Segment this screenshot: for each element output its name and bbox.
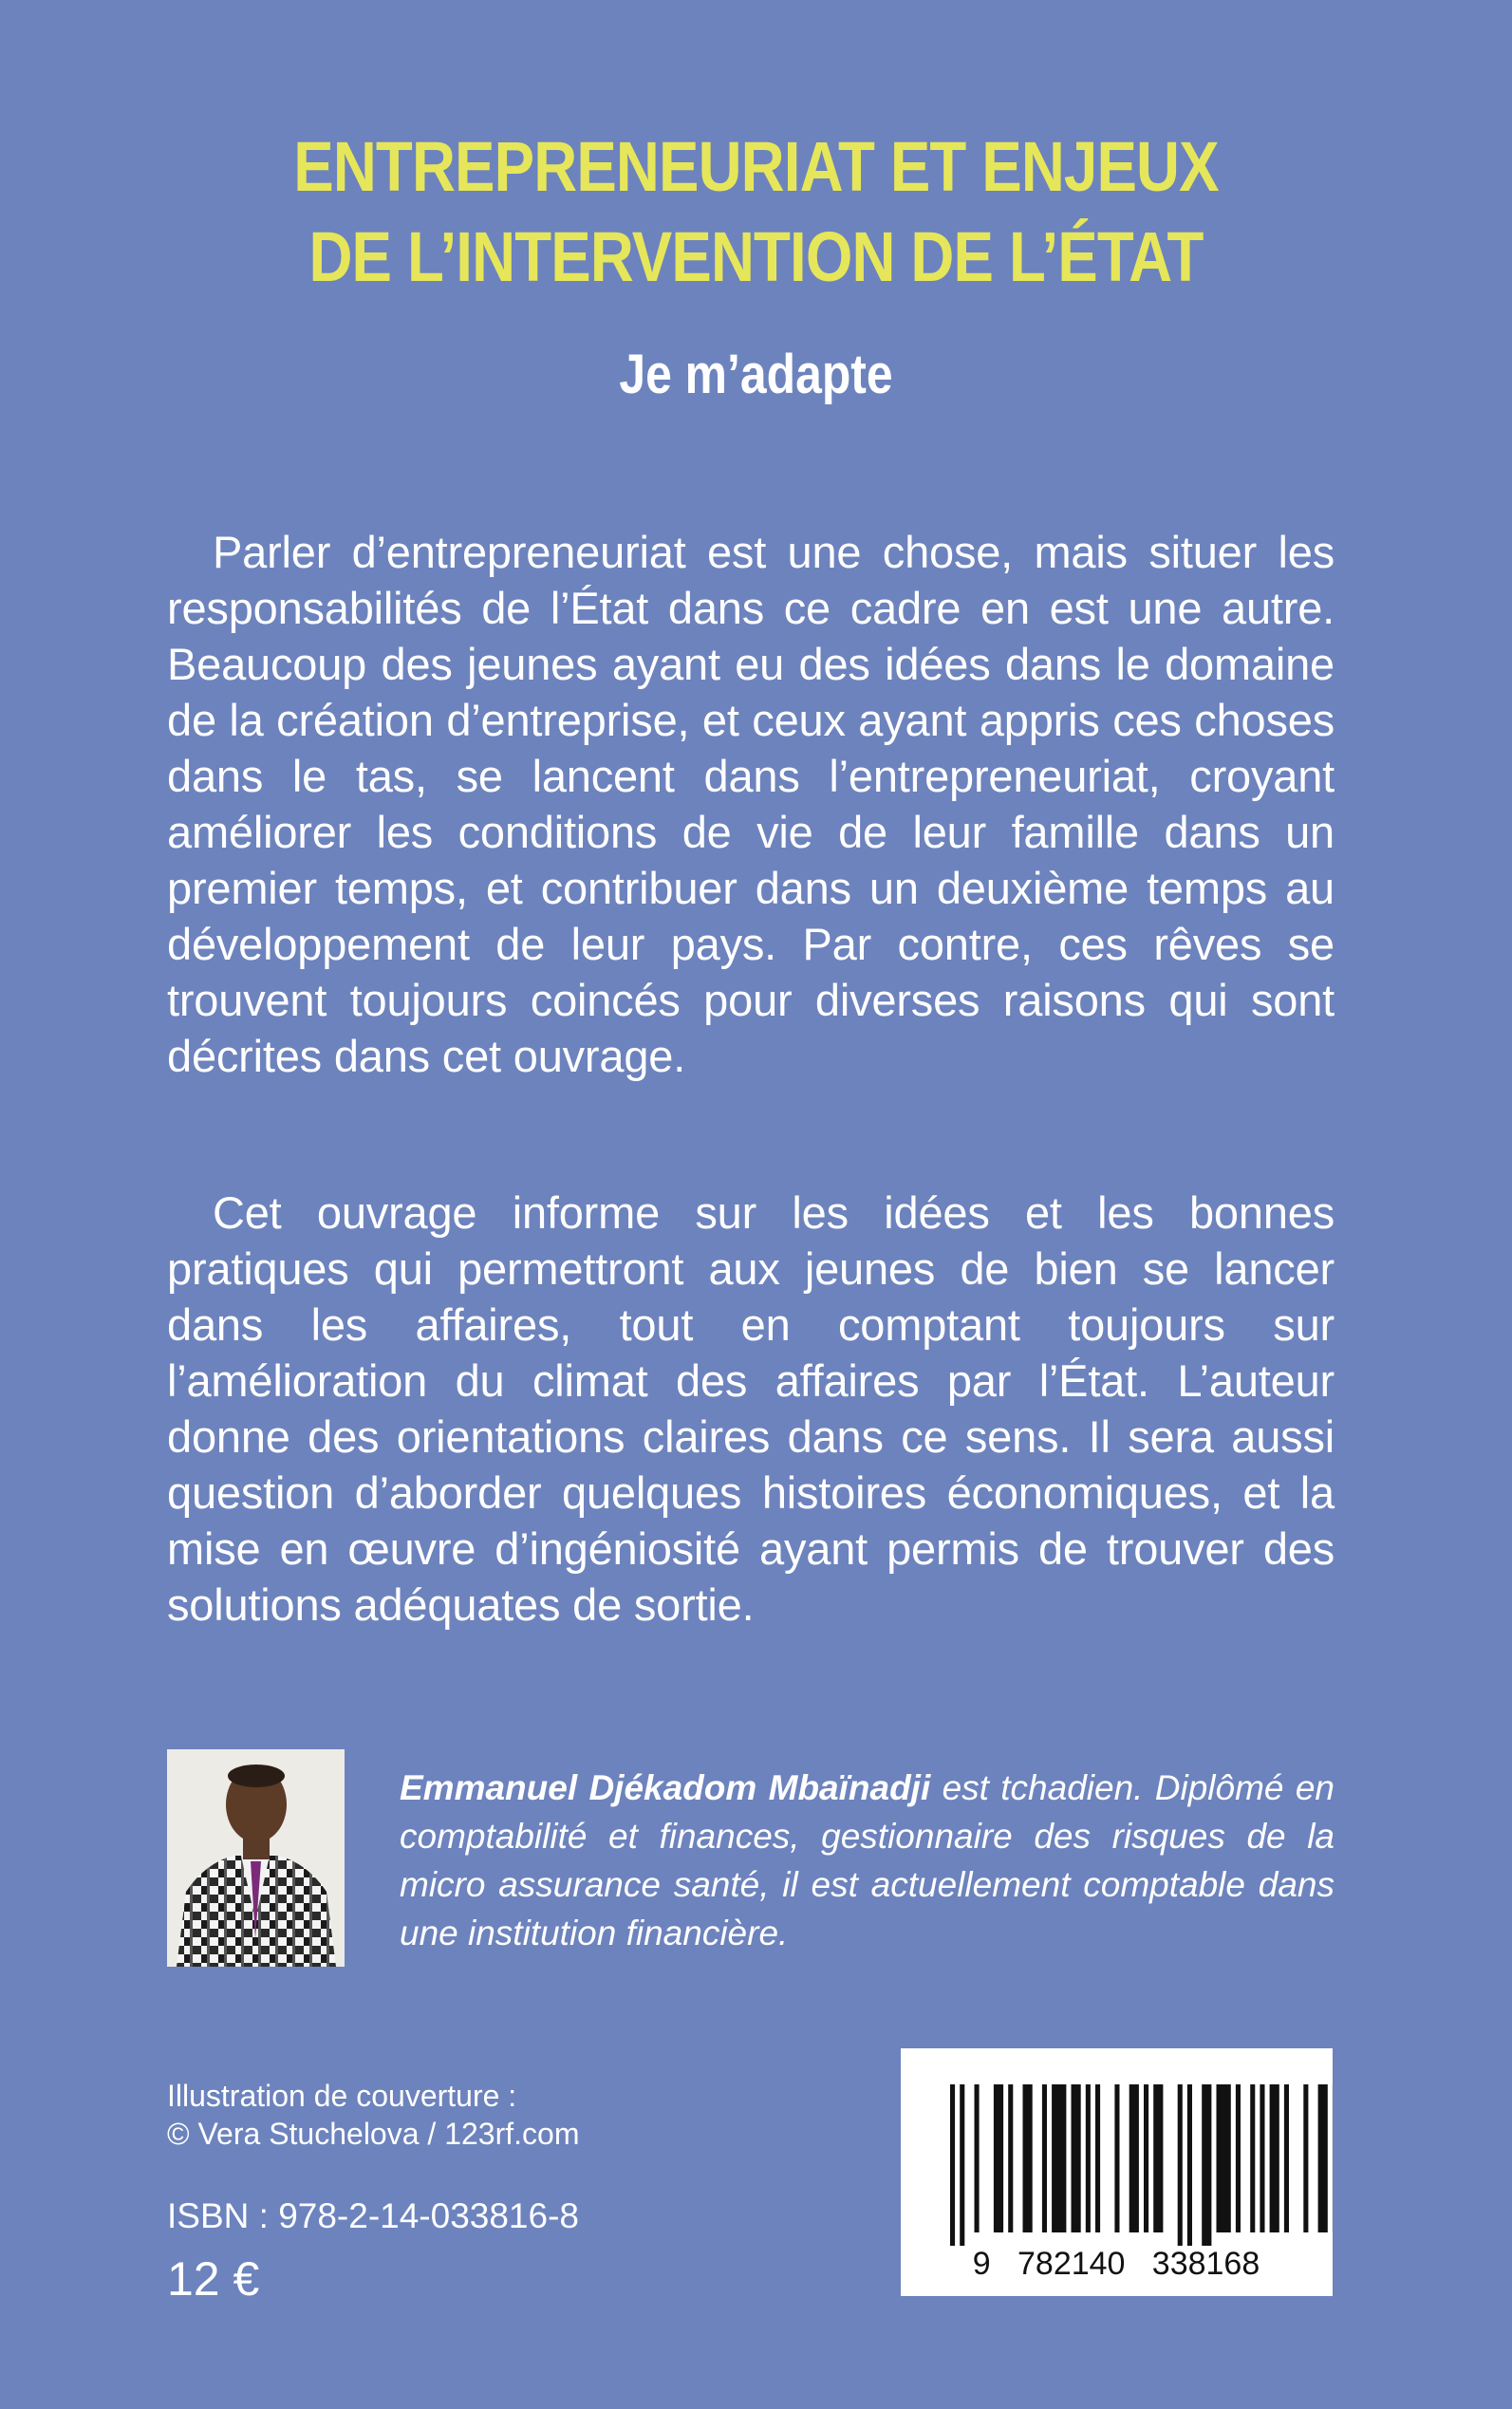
barcode-bar: [994, 2084, 1003, 2232]
barcode-bar: [1144, 2084, 1148, 2232]
isbn: ISBN : 978-2-14-033816-8: [167, 2196, 579, 2235]
barcode-bar: [1284, 2084, 1289, 2232]
author-name: Emmanuel Djékadom Mbaïnadji: [400, 1768, 931, 1807]
barcode-bar: [1129, 2084, 1139, 2232]
barcode-bar: [1095, 2084, 1100, 2232]
barcode-bar: [1250, 2084, 1255, 2232]
barcode-bar: [1187, 2084, 1192, 2246]
author-photo: [167, 1749, 345, 1967]
book-title-line-2: DE L’INTERVENTION DE L’ÉTAT: [308, 217, 1204, 296]
cover-illustration-credit: [167, 2077, 579, 2153]
barcode-bar: [1023, 2084, 1033, 2232]
barcode-bar: [1270, 2084, 1279, 2232]
barcode-bar: [1008, 2084, 1013, 2232]
credit-line-1: Illustration de couverture :: [167, 2079, 517, 2113]
barcode-bar: [1236, 2084, 1241, 2232]
book-title: [106, 121, 1407, 302]
barcode-digits: 9 782140 338168: [972, 2246, 1260, 2282]
barcode-bar: [1114, 2084, 1119, 2232]
credit-line-2: © Vera Stuchelova / 123rf.com: [167, 2117, 580, 2151]
price: 12 €: [167, 2252, 260, 2306]
barcode-bar: [975, 2084, 980, 2232]
barcode-icon: [901, 2048, 1333, 2296]
barcode-bar: [950, 2084, 955, 2246]
barcode-bar: [1086, 2084, 1091, 2232]
barcode-bar: [1217, 2084, 1231, 2232]
barcode-bar: [1072, 2084, 1081, 2232]
book-subtitle: Je m’adapte: [619, 344, 893, 405]
blurb-paragraph-1: Parler d’entrepreneuriat est une chose, mais situer les responsabilités de l’État dans ce cadre en est une autre. Beaucoup des jeunes ayant eu des idées dans le domaine de la création d’entreprise, et ceux ayant appris ces choses dans le tas, se lancent dans l’entrepreneuriat, croyant améliorer les conditions de vie de leur famille dans un premier temps, et contribuer dans un deuxième temps au développement de leur pays. Par contre, ces rêves se trouvent toujours coincés pour diverses raisons qui sont décrites dans cet ouvrage.: [167, 527, 1335, 1081]
barcode-bar: [1202, 2084, 1211, 2246]
barcode-bar: [1303, 2084, 1308, 2232]
barcode: [901, 2048, 1333, 2296]
barcode-bar: [1178, 2084, 1183, 2246]
barcode-bar: [1052, 2084, 1066, 2232]
author-bio-text: est tchadien. Diplômé en comptabilité et finances, gestionnaire des risques de la micro assurance santé, il est actuellement comptable dans une institution financière.: [400, 1768, 1335, 1952]
author-portrait-icon: [167, 1749, 345, 1967]
barcode-bar: [1260, 2084, 1264, 2232]
barcode-bar: [1153, 2084, 1163, 2232]
book-title-line-1: ENTREPRENEURIAT ET ENJEUX: [293, 127, 1219, 206]
author-bio: [400, 1764, 1335, 1957]
barcode-bar: [960, 2084, 964, 2246]
barcode-bar: [1042, 2084, 1047, 2232]
barcode-bar: [1318, 2084, 1328, 2232]
blurb-paragraph-2: Cet ouvrage informe sur les idées et les bonnes pratiques qui permettront aux jeunes de bien se lancer dans les affaires, tout en comptant toujours sur l’amélioration du climat des affaires par l’État. L’auteur donne des orientations claires dans ce sens. Il sera aussi question d’aborder quelques histoires économiques, et la mise en œuvre d’ingéniosité ayant permis de trouver des solutions adéquates de sortie.: [167, 1187, 1335, 1630]
